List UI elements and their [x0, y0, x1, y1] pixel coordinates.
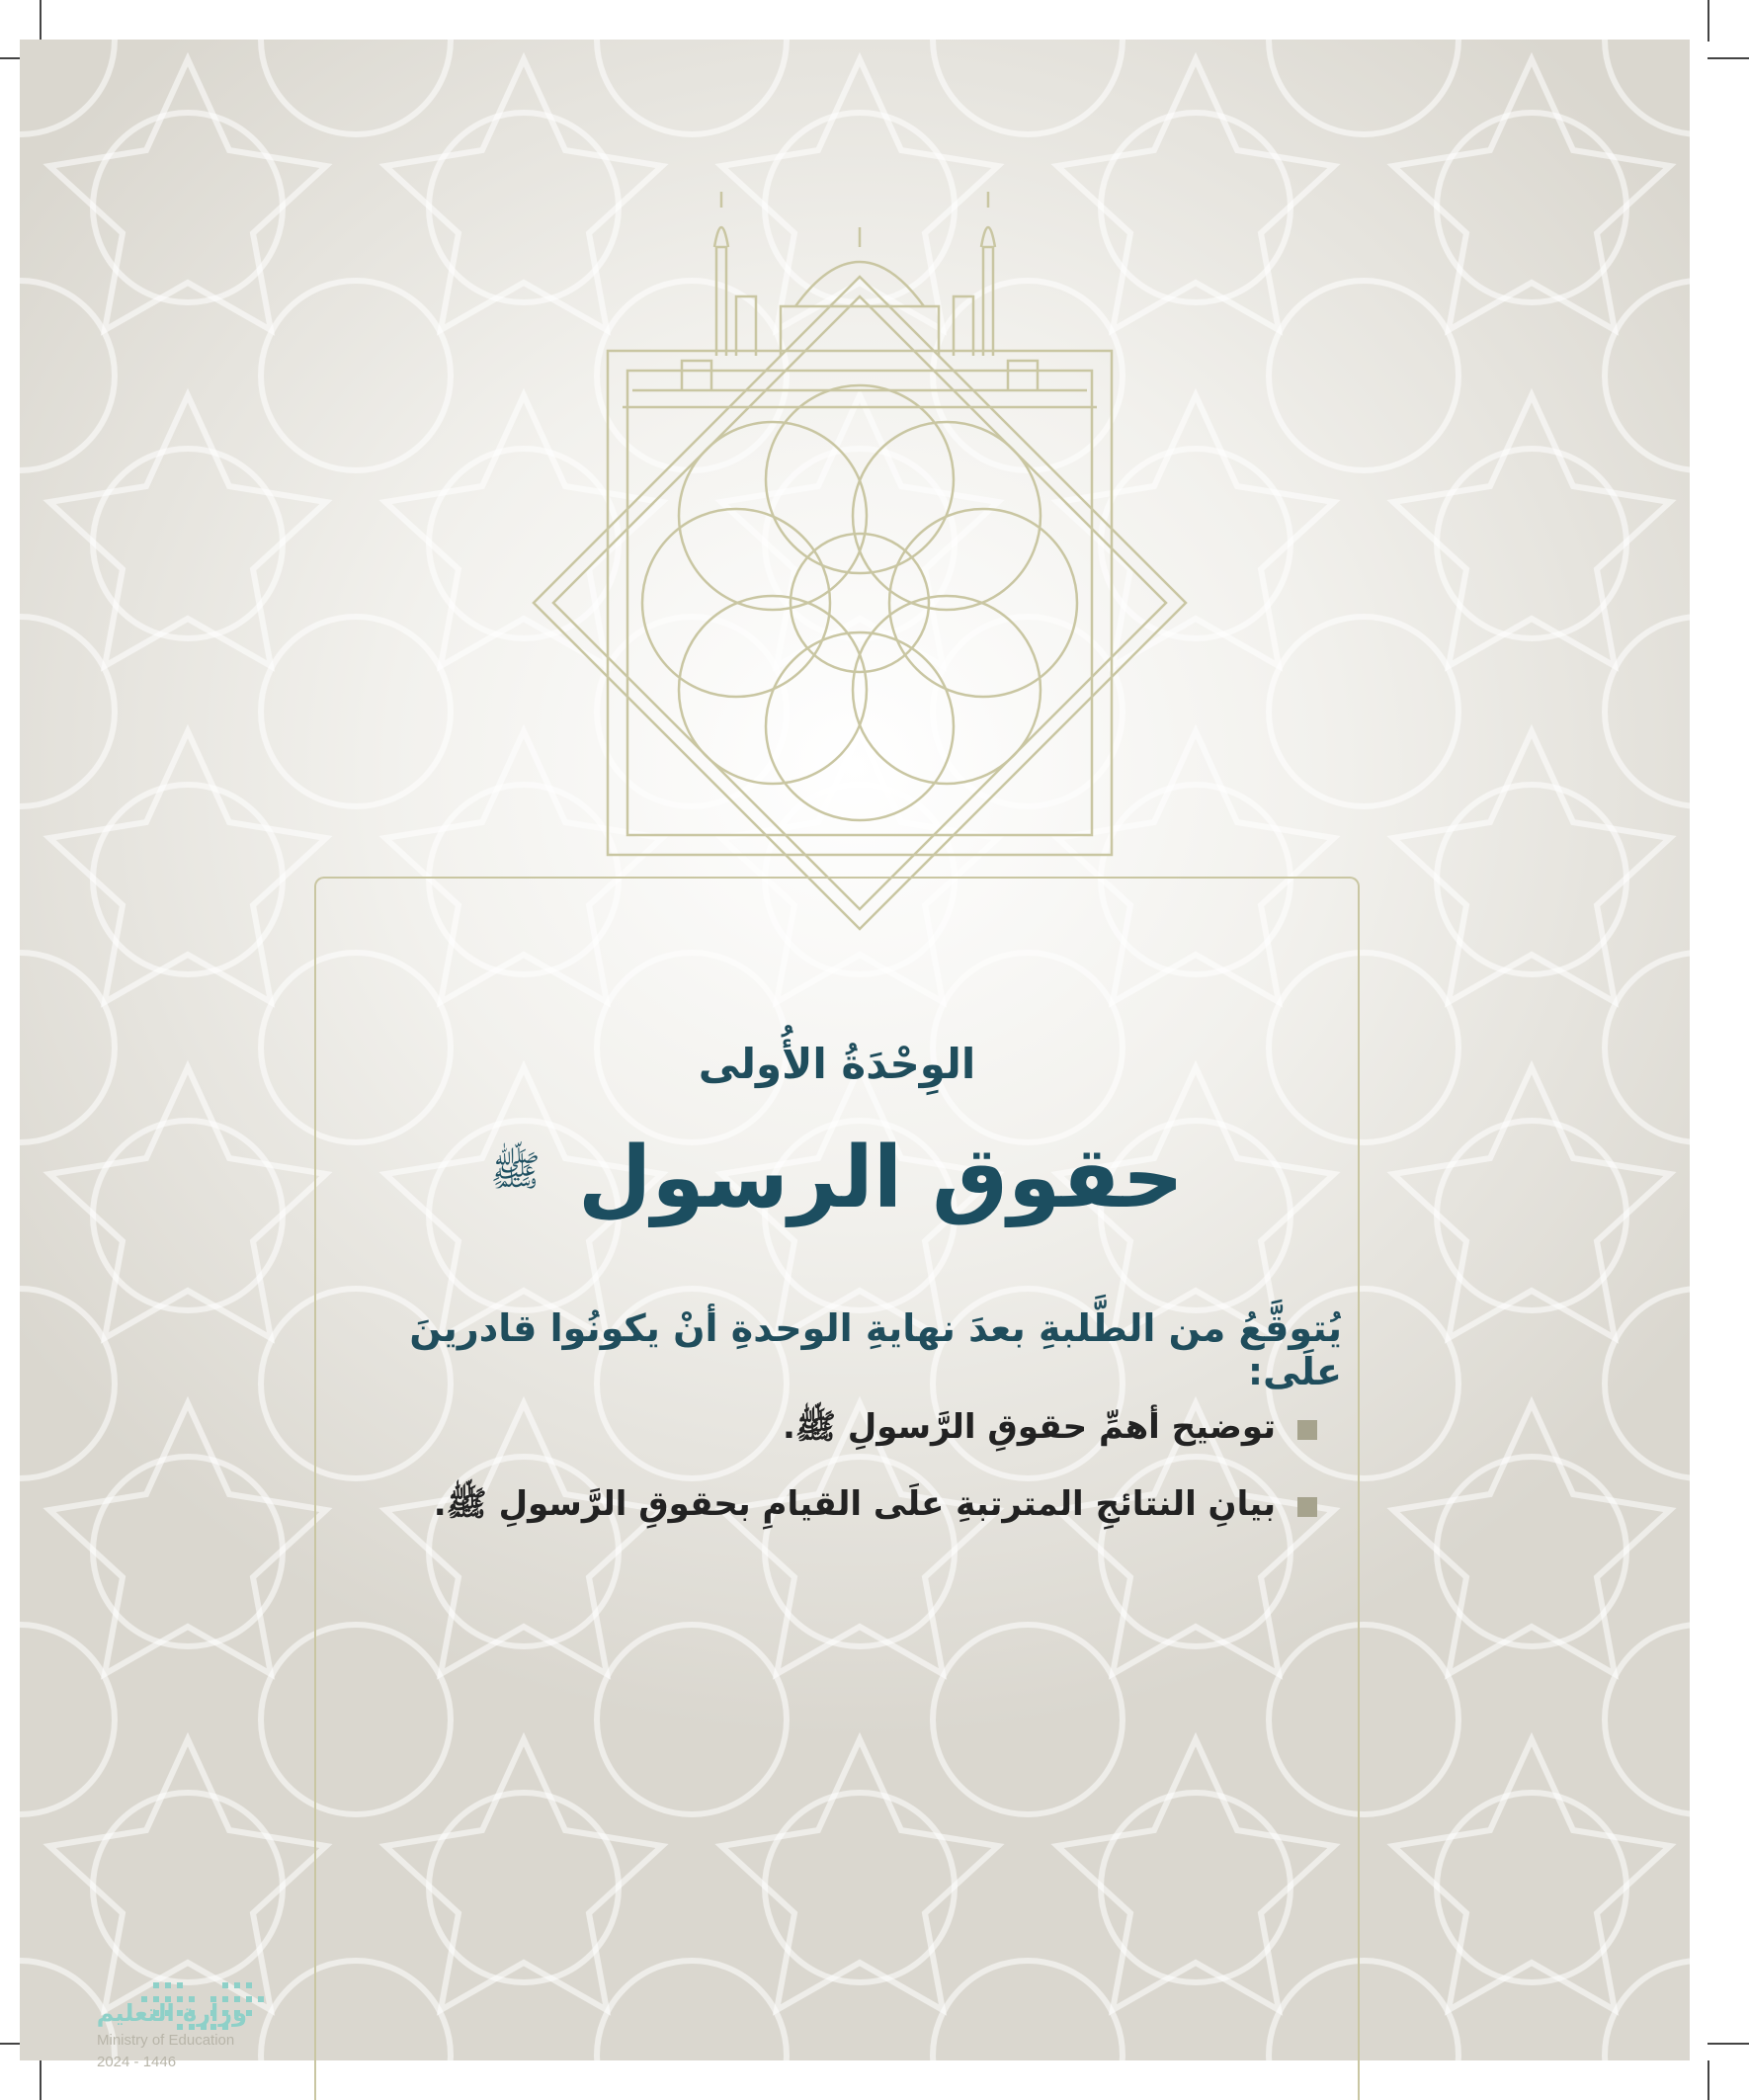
square-bullet-icon	[1297, 1420, 1317, 1440]
crop-mark	[1707, 57, 1749, 59]
crop-mark	[1707, 2043, 1749, 2045]
objective-text: بيانِ النتائجِ المترتبةِ علَى القيامِ بحقوقِ الرَّسولِ ﷺ.	[433, 1483, 1276, 1524]
list-item	[314, 1469, 1317, 1546]
square-bullet-icon	[1297, 1497, 1317, 1517]
ministry-name-arabic: وزارة التعليم	[96, 1999, 247, 2027]
objectives-intro: يُتوقَّعُ من الطَّلبةِ بعدَ نهايةِ الوحدةِ أنْ يكونُوا قادرينَ علَى:	[409, 1306, 1342, 1393]
unit-title	[314, 1129, 1360, 1227]
crop-mark	[40, 0, 42, 42]
objective-text: توضيح أهمِّ حقوقِ الرَّسولِ ﷺ.	[782, 1406, 1276, 1447]
ministry-name-english: Ministry of Education	[97, 2032, 235, 2049]
unit-title-text: حقوق الرسول	[577, 1129, 1184, 1227]
honorific-text: ﷺ	[490, 1146, 541, 1195]
crop-mark	[1707, 2060, 1709, 2100]
list-item	[314, 1391, 1317, 1469]
crop-mark	[1707, 0, 1709, 42]
crop-mark	[40, 2060, 42, 2100]
unit-number-label: الوِحْدَةُ الأُولى	[698, 1040, 976, 1088]
edition-year: 2024 - 1446	[97, 2054, 177, 2070]
objectives-list	[314, 1391, 1317, 1546]
